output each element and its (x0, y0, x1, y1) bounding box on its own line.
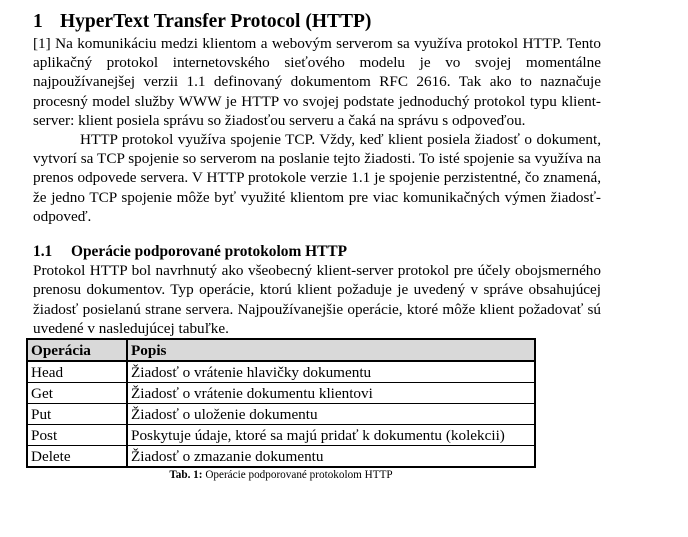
heading-2-title: Operácie podporované protokolom HTTP (71, 243, 348, 261)
description-cell: Žiadosť o uloženie dokumentu (127, 404, 535, 425)
caption-text: Operácie podporované protokolom HTTP (202, 469, 393, 481)
table-row (27, 404, 535, 425)
table-row (27, 425, 535, 446)
caption-label: Tab. 1: (169, 469, 203, 481)
table-row (27, 361, 535, 383)
description-cell: Žiadosť o zmazanie dokumentu (127, 446, 535, 468)
table-caption (26, 468, 536, 482)
heading-2 (33, 242, 601, 261)
document-page (33, 10, 601, 338)
description-cell: Žiadosť o vrátenie dokumentu klientovi (127, 383, 535, 404)
paragraph-3: Protokol HTTP bol navrhnutý ako všeobecný klient-server protokol pre účely obojsmerného prenosu dokumentov. Typ operácie, ktorú klient požaduje je uvedený v správe obsahujúcej žiadosť posielanú strane servera. Najpoužívanejšie operácie, ktoré môže klient požadovať sú uvedené v nasledujúcej tabuľke. (33, 262, 601, 337)
heading-1 (33, 10, 601, 34)
operations-table (26, 338, 536, 468)
paragraph-2: HTTP protokol využíva spojenie TCP. Vždy, keď klient posiela žiadosť o dokument, vytvorí sa TCP spojenie so serverom na poslanie tejto žiadosti. To isté spojenie sa využíva na prenos odpovede servera. V HTTP protokole verzie 1.1 je spojenie perzistentné, čo znamená, že jedno TCP spojenie môže byť využité klientom pre viac komunikačných výmen žiadosť-odpoveď. (33, 131, 601, 225)
heading-1-title: HyperText Transfer Protocol (HTTP) (60, 11, 372, 32)
description-cell: Poskytuje údaje, ktoré sa majú pridať k dokumentu (kolekcii) (127, 425, 535, 446)
table-row (27, 446, 535, 468)
operation-cell: Post (27, 425, 127, 446)
operation-cell: Put (27, 404, 127, 425)
operation-cell: Get (27, 383, 127, 404)
table-container (26, 338, 572, 482)
header-description: Popis (127, 339, 535, 361)
paragraph-1: [1] Na komunikáciu medzi klientom a webovým serverom sa využíva protokol HTTP. Tento aplikačný protokol internetovského sieťového modelu je vo svojej momentálne najpoužívanejšej verzii 1.1 definovaný dokumentom RFC 2616. Tak ako to naznačuje procesný model služby WWW je HTTP vo svojej podstate jednoduchý protokol typu klient-server: klient posiela správu so žiadosťou serveru a čaká na správu s odpoveďou. (33, 35, 601, 129)
table-row (27, 383, 535, 404)
header-operation: Operácia (27, 339, 127, 361)
heading-2-number: 1.1 (33, 243, 53, 261)
heading-1-number: 1 (33, 11, 43, 32)
operation-cell: Delete (27, 446, 127, 468)
table-header-row (27, 339, 535, 361)
operation-cell: Head (27, 361, 127, 383)
description-cell: Žiadosť o vrátenie hlavičky dokumentu (127, 361, 535, 383)
